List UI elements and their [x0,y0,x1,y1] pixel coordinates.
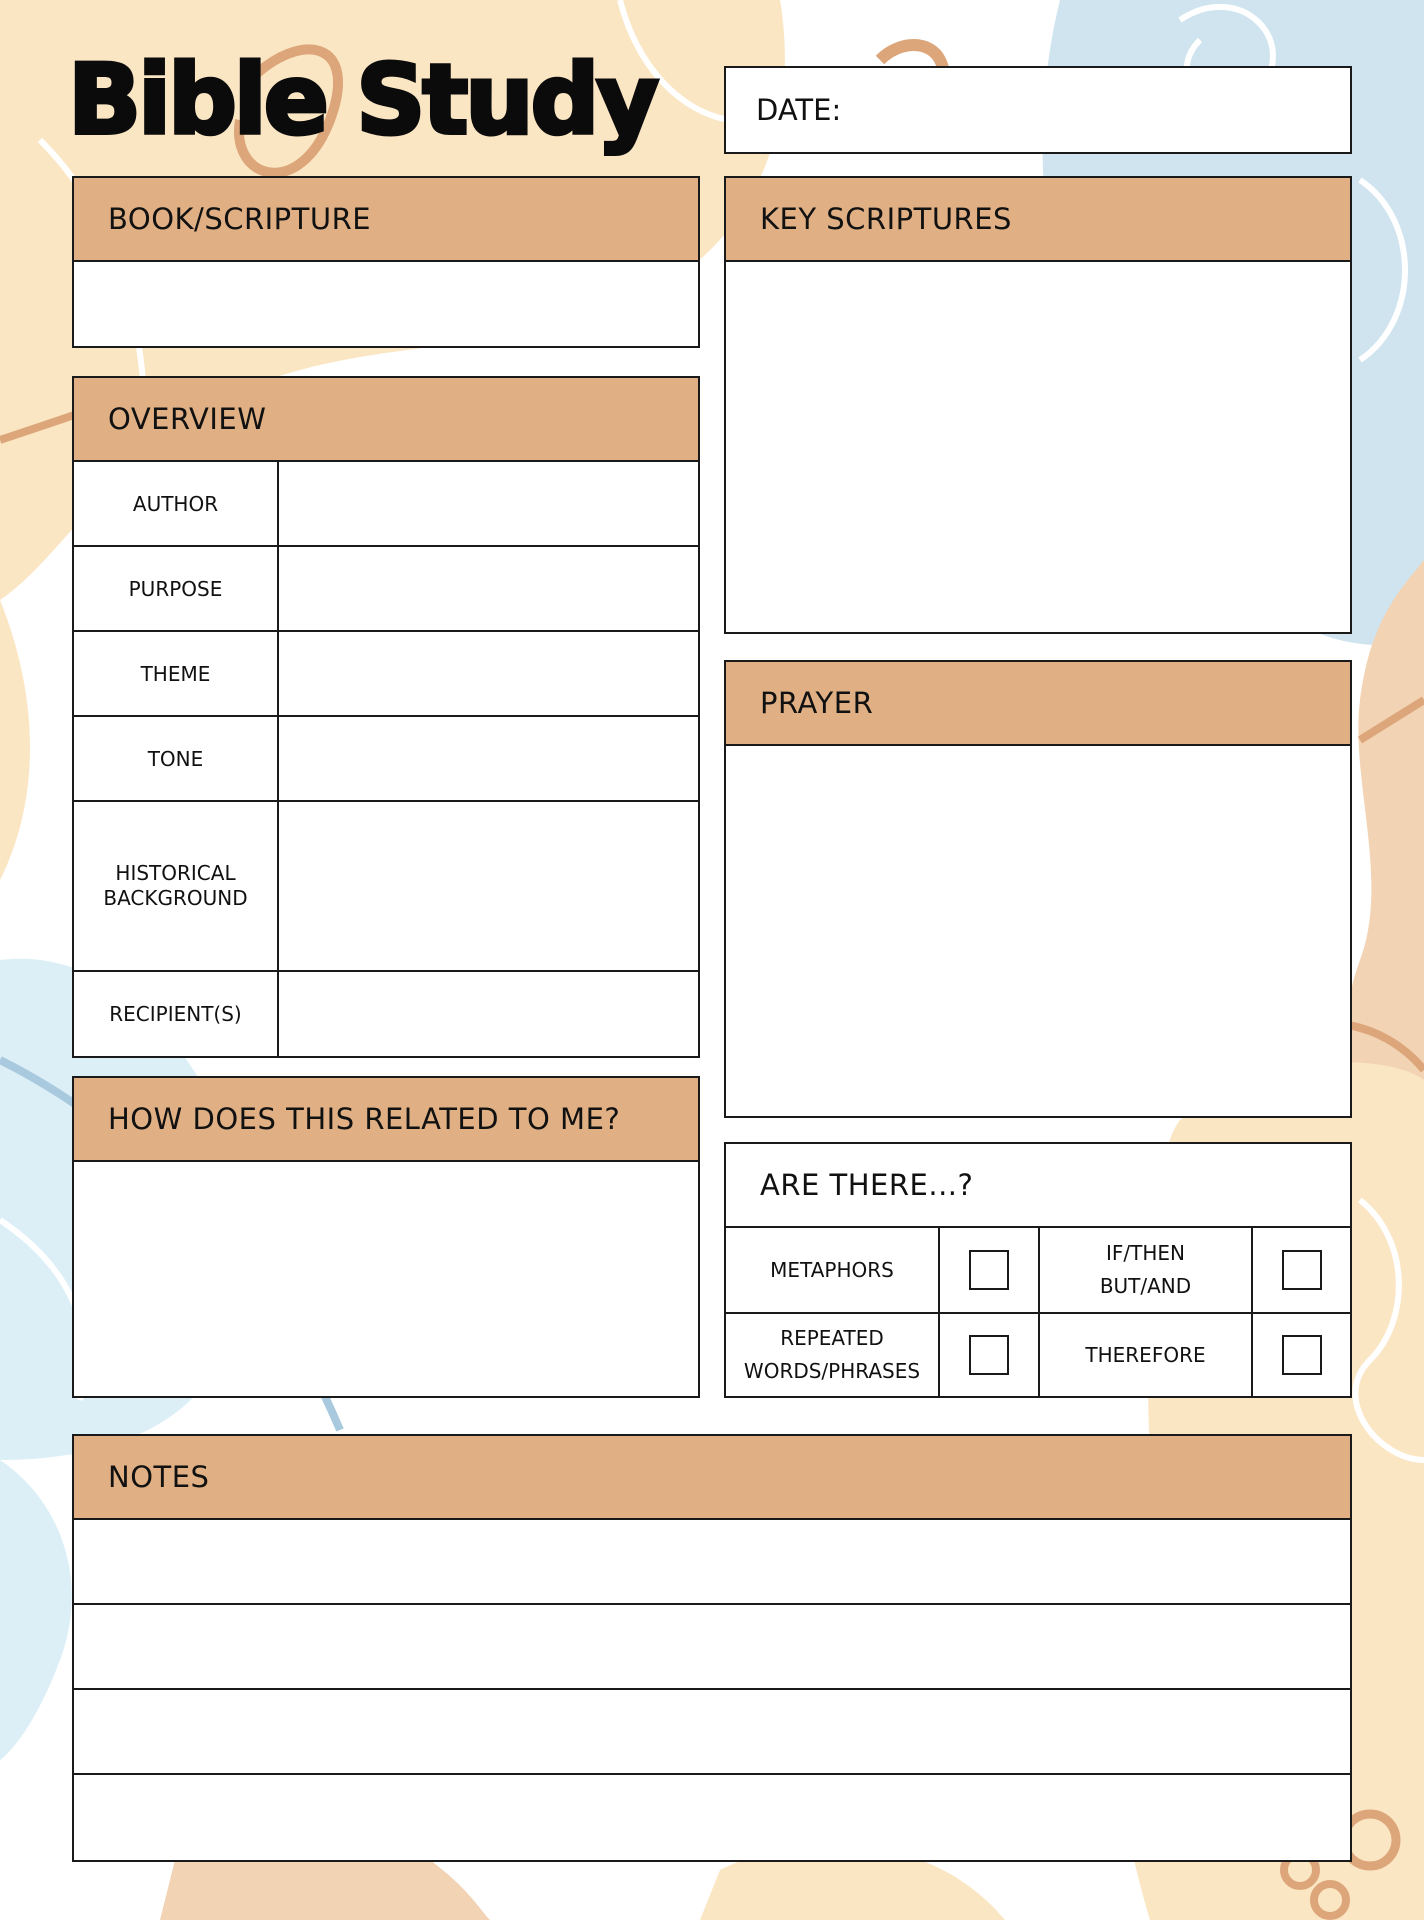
overview-row-purpose [74,545,698,631]
are-there-section [724,1142,1352,1398]
overview-row-theme [74,630,698,716]
recipients-label: RECIPIENT(S) [74,972,279,1056]
author-input[interactable] [281,462,698,546]
page-title: Bible Study [68,44,656,156]
if-then-but-and-label: IF/THEN BUT/AND [1099,1241,1192,1298]
overview-section [72,376,700,1058]
repeated-words-checkbox[interactable] [969,1335,1009,1375]
notes-line[interactable] [74,1603,1350,1689]
repeated-words-checkbox-cell [940,1314,1038,1396]
if-then-checkbox-cell [1253,1228,1350,1312]
relate-section [72,1076,700,1398]
historical-background-label: HISTORICAL BACKGROUND [74,802,279,970]
overview-row-author [74,460,698,546]
theme-input[interactable] [281,632,698,716]
therefore-label: THEREFORE [1085,1342,1206,1367]
tone-input[interactable] [281,717,698,801]
notes-line[interactable] [74,1773,1350,1860]
notes-line[interactable] [74,1518,1350,1604]
overview-row-tone [74,715,698,801]
overview-heading: OVERVIEW [74,378,698,462]
are-there-heading: ARE THERE...? [726,1144,1350,1228]
book-scripture-input[interactable] [74,262,698,346]
notes-section [72,1434,1352,1862]
if-then-checkbox[interactable] [1282,1250,1322,1290]
historical-background-input[interactable] [281,802,698,970]
relate-heading: HOW DOES THIS RELATED TO ME? [74,1078,698,1162]
overview-row-recipients [74,970,698,1056]
date-label: DATE: [756,93,842,127]
purpose-input[interactable] [281,547,698,631]
key-scriptures-section [724,176,1352,634]
metaphors-checkbox-cell [940,1228,1038,1312]
author-label: AUTHOR [74,462,279,546]
purpose-label: PURPOSE [74,547,279,631]
key-scriptures-input[interactable] [726,262,1350,632]
book-scripture-heading: BOOK/SCRIPTURE [74,178,698,262]
metaphors-checkbox[interactable] [969,1250,1009,1290]
notes-line[interactable] [74,1688,1350,1774]
repeated-words-label: REPEATED WORDS/PHRASES [743,1326,921,1383]
theme-label: THEME [74,632,279,716]
prayer-input[interactable] [726,746,1350,1116]
book-scripture-section [72,176,700,348]
prayer-section [724,660,1352,1118]
tone-label: TONE [74,717,279,801]
overview-row-historical-background [74,800,698,970]
recipients-input[interactable] [281,972,698,1056]
notes-heading: NOTES [74,1436,1350,1520]
key-scriptures-heading: KEY SCRIPTURES [726,178,1350,262]
prayer-heading: PRAYER [726,662,1350,746]
therefore-checkbox[interactable] [1282,1335,1322,1375]
therefore-checkbox-cell [1253,1314,1350,1396]
metaphors-label: METAPHORS [770,1257,894,1282]
relate-input[interactable] [74,1162,698,1396]
date-field[interactable] [724,66,1352,154]
